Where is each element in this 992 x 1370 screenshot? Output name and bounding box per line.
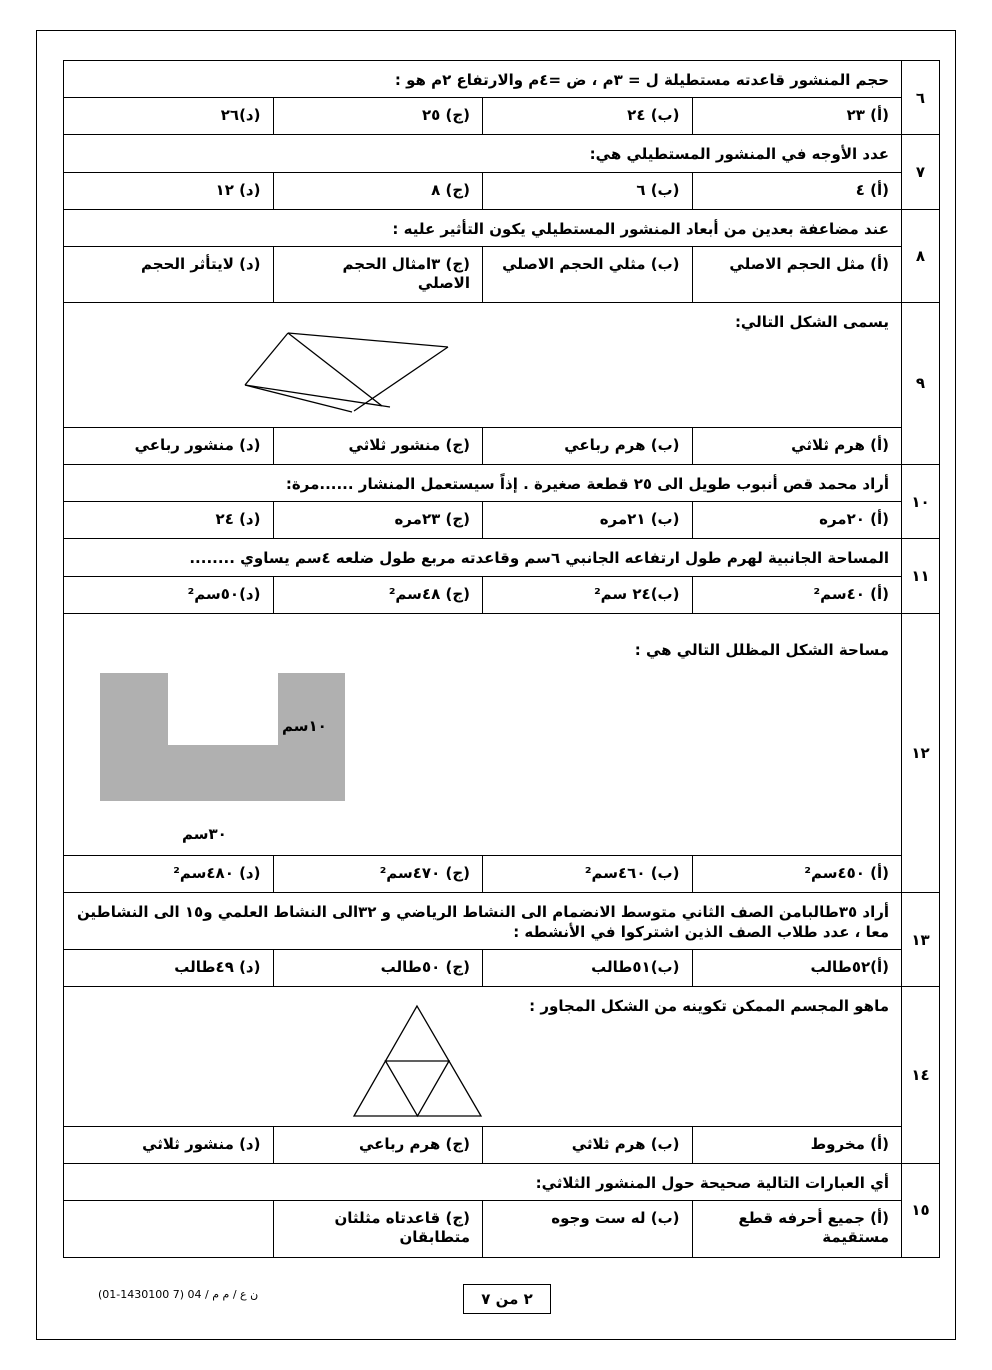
question-14 xyxy=(64,986,939,1162)
question-text: المساحة الجانبية لهرم طول ارتفاعه الجانبي ٦سم وقاعدته مربع طول ضلعه ٤سم يساوي ........ xyxy=(189,549,889,568)
answer-option-b: (ب) ٦ xyxy=(482,173,692,209)
answer-option-b: (ب) هرم ثلاثي xyxy=(482,1127,692,1163)
question-7 xyxy=(64,134,939,208)
answer-option-a: (أ) ٢٠مره xyxy=(692,502,902,538)
page-number-box xyxy=(463,1284,551,1314)
answer-option-c: (ج) ٣امثال الحجم الاصلي xyxy=(273,247,483,302)
answer-option-b: (ب) مثلي الحجم الاصلي xyxy=(482,247,692,302)
answer-option-a: (أ) ٢٣ xyxy=(692,98,902,134)
question-number: ١٤ xyxy=(901,987,939,1162)
question-8 xyxy=(64,209,939,302)
shaded-rectangle xyxy=(100,673,345,801)
question-text: أي العبارات التالية صحيحة حول المنشور الثلاثي: xyxy=(535,1173,889,1192)
answer-option-d: (د) ٤٩طالب xyxy=(174,958,261,977)
question-text: حجم المنشور قاعدته مستطيلة ل = ٣م ، ض =٤م والارتفاع ٢م هو : xyxy=(394,71,889,89)
answer-option-a: (أ) ٤٥٠سم² xyxy=(692,856,902,892)
answer-option-c: (ج) ٨ xyxy=(273,173,483,209)
question-text: يسمى الشكل التالي: xyxy=(734,312,889,331)
notch-cutout xyxy=(168,673,278,745)
answer-option-c: (ج) ٤٧٠سم² xyxy=(273,856,483,892)
answer-option-d: (د) منشور رباعي xyxy=(134,436,261,454)
answer-option-b: (ب) هرم رباعي xyxy=(482,428,692,464)
answer-option-b: (ب) ٢١مره xyxy=(482,502,692,538)
question-number: ٧ xyxy=(901,135,939,208)
answer-option-c: (ج) ٢٥ xyxy=(273,98,483,134)
question-number: ١٠ xyxy=(901,465,939,538)
question-number: ٨ xyxy=(901,210,939,302)
answer-options xyxy=(64,172,901,209)
question-text: عدد الأوجه في المنشور المستطيلي هي: xyxy=(589,145,889,164)
question-12 xyxy=(64,613,939,892)
answer-option-b: (ب) ٢٤ xyxy=(482,98,692,134)
answer-option-b: (ب)٥١طالب xyxy=(482,950,692,986)
question-10 xyxy=(64,464,939,538)
question-number: ١٣ xyxy=(901,893,939,987)
answer-options xyxy=(64,501,901,538)
shaded-shape-figure xyxy=(64,667,901,855)
question-9 xyxy=(64,302,939,464)
answer-option-d: (د) لايتأثر الحجم xyxy=(140,254,261,273)
footer-code: (01-1430100 7) 04 / ن ع / م م xyxy=(98,1288,259,1301)
page-indicator: ٢ من ٧ xyxy=(481,1290,533,1308)
answer-options xyxy=(64,246,901,302)
answer-options xyxy=(64,427,901,464)
answer-option-a: (أ)٥٢طالب xyxy=(692,950,902,986)
answer-option-d: (د) منشور ثلاثي xyxy=(142,1134,261,1153)
answer-options xyxy=(64,1126,901,1163)
answer-option-b: (ب) له ست وجوه xyxy=(482,1201,692,1257)
width-label: ٣٠سم xyxy=(182,824,227,843)
answer-option-b: (ب)٢٤ سم² xyxy=(482,577,692,613)
answer-option-d: (د) ٤٨٠سم² xyxy=(173,863,261,882)
answer-options xyxy=(64,949,901,986)
answer-option-d: (د)٥٠سم² xyxy=(187,584,261,603)
question-15 xyxy=(64,1163,939,1257)
answer-option-d: (د) ١٢ xyxy=(215,180,261,199)
answer-option-c: (ج) ٥٠طالب xyxy=(273,950,483,986)
question-6 xyxy=(64,61,939,134)
answer-options xyxy=(64,576,901,613)
question-13 xyxy=(64,892,939,987)
answer-option-a: (أ) هرم ثلاثي xyxy=(692,428,902,464)
answer-option-a: (أ) ٤ xyxy=(692,173,902,209)
triangle-net-figure xyxy=(64,1002,901,1120)
questions-table xyxy=(63,60,940,1258)
answer-option-c: (ج) ٤٨سم² xyxy=(273,577,483,613)
answer-option-c: (ج) منشور ثلاثي xyxy=(273,428,483,464)
question-number: ٩ xyxy=(901,303,939,464)
triangular-prism-figure xyxy=(64,327,901,419)
answer-options xyxy=(64,1200,901,1257)
question-number: ١٢ xyxy=(901,614,939,892)
answer-option-c: (ج) قاعدتاه مثلثان متطابقان xyxy=(273,1201,483,1257)
answer-option-b: (ب) ٤٦٠سم² xyxy=(482,856,692,892)
question-text: عند مضاعفة بعدين من أبعاد المنشور المستطيلي يكون التأثير عليه : xyxy=(392,219,889,238)
question-number: ١٥ xyxy=(901,1164,939,1257)
answer-option-a: (أ) مثل الحجم الاصلي xyxy=(692,247,902,302)
answer-option-d: (د)٢٦ xyxy=(220,106,261,125)
height-label: ١٠سم xyxy=(282,716,327,735)
answer-option-d xyxy=(64,1201,273,1257)
answer-option-d: (د) ٢٤ xyxy=(215,510,261,529)
answer-option-c: (ج) ٢٣مره xyxy=(273,502,483,538)
question-11 xyxy=(64,538,939,612)
question-number: ٦ xyxy=(901,61,939,134)
answer-option-c: (ج) هرم رباعي xyxy=(273,1127,483,1163)
answer-options xyxy=(64,97,901,134)
answer-options xyxy=(64,855,901,892)
answer-option-a: (أ) جميع أحرفه قطع مستقيمة xyxy=(692,1201,902,1257)
answer-option-a: (أ) مخروط xyxy=(692,1127,902,1163)
question-text: أراد ٣٥طالبامن الصف الثاني متوسط الانضمام الى النشاط الرياضي و ٣٢الى النشاط العلمي و١٥ الى النشاطين معا ، عدد طلاب الصف الذين اشتركوا في الأنشطه : xyxy=(76,902,889,941)
answer-option-a: (أ) ٤٠سم² xyxy=(692,577,902,613)
question-text: مساحة الشكل المظلل التالي هي : xyxy=(634,640,889,659)
question-number: ١١ xyxy=(901,539,939,612)
question-text: ماهو المجسم الممكن تكوينه من الشكل المجاور : xyxy=(529,997,889,1016)
question-text: أراد محمد قص أنبوب طويل الى ٢٥ قطعة صغيرة . إذاً سيستعمل المنشار ......مرة: xyxy=(285,475,889,493)
